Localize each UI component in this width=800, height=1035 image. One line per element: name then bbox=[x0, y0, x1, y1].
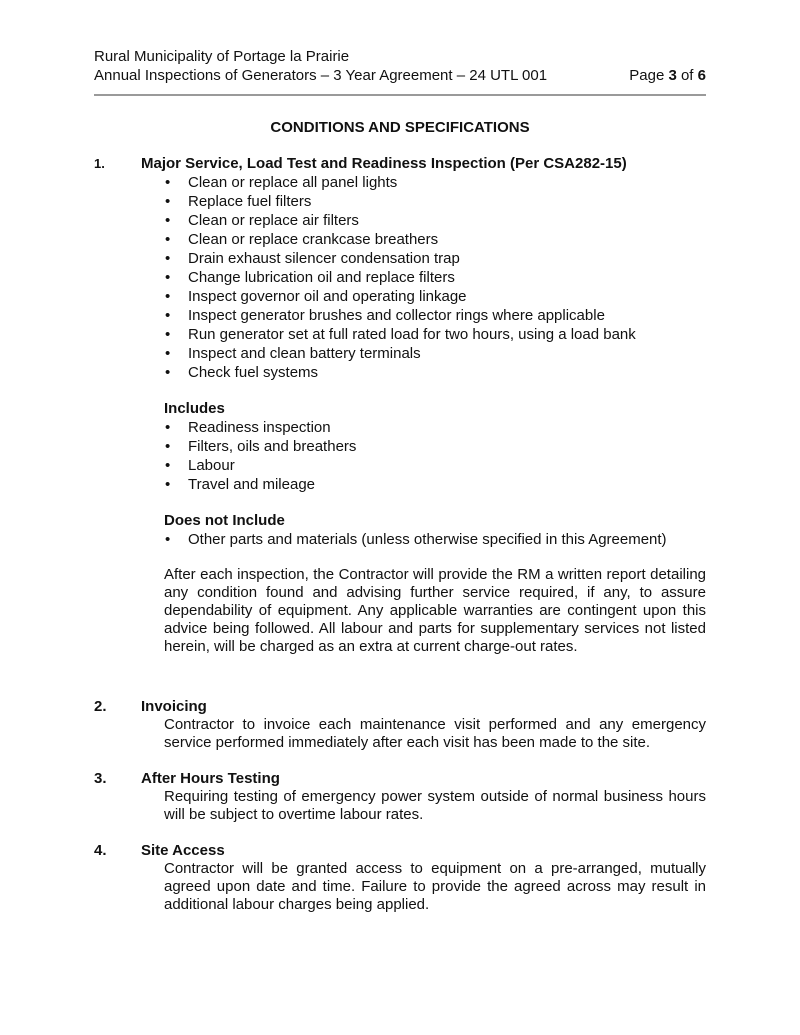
header-doc-title: Annual Inspections of Generators – 3 Year Agreement – 24 UTL 001 bbox=[94, 67, 548, 84]
includes-heading: Includes bbox=[164, 400, 225, 417]
page-indicator bbox=[629, 66, 706, 85]
service-list bbox=[164, 173, 706, 382]
section-body: Contractor will be granted access to equipment on a pre-arranged, mutually agreed upon date and time. Failure to provide the agreed across may result in additional labour charges being applied. bbox=[164, 860, 706, 913]
page-prefix: Page bbox=[629, 67, 669, 84]
section-number: 4. bbox=[94, 842, 107, 859]
section-heading: Invoicing bbox=[141, 698, 207, 715]
page-header bbox=[94, 47, 706, 85]
list-item: • Inspect generator brushes and collector rings where applicable bbox=[164, 306, 706, 325]
includes-list bbox=[164, 418, 706, 494]
section-body bbox=[164, 173, 706, 656]
section-heading: Major Service, Load Test and Readiness Inspection (Per CSA282-15) bbox=[141, 155, 627, 172]
list-item: • Filters, oils and breathers bbox=[164, 437, 706, 456]
list-item: • Check fuel systems bbox=[164, 363, 706, 382]
excludes-list bbox=[164, 530, 706, 549]
list-item: • Clean or replace all panel lights bbox=[164, 173, 706, 192]
page-current: 3 bbox=[668, 67, 677, 84]
list-item: • Inspect governor oil and operating linkage bbox=[164, 287, 706, 306]
list-item: • Replace fuel filters bbox=[164, 192, 706, 211]
list-item: • Clean or replace crankcase breathers bbox=[164, 230, 706, 249]
section-heading: After Hours Testing bbox=[141, 770, 280, 787]
page-of: of bbox=[676, 67, 698, 84]
list-item: • Other parts and materials (unless otherwise specified in this Agreement) bbox=[164, 530, 706, 549]
section-body: Contractor to invoice each maintenance visit performed and any emergency service performed immediately after each visit has been made to the site. bbox=[164, 716, 706, 751]
list-item: • Inspect and clean battery terminals bbox=[164, 344, 706, 363]
list-item: • Change lubrication oil and replace filters bbox=[164, 268, 706, 287]
list-item: • Run generator set at full rated load for two hours, using a load bank bbox=[164, 325, 706, 344]
inspection-report-paragraph: After each inspection, the Contractor will provide the RM a written report detailing any condition found and advising further service required, if any, to assure dependability of equipment. Any applicable warranties are contingent upon this advice being followed. All labour and parts for supplementary services not listed herein, will be charged as an extra at current charge-out rates. bbox=[164, 566, 706, 655]
page-title: CONDITIONS AND SPECIFICATIONS bbox=[270, 119, 530, 136]
section-heading: Site Access bbox=[141, 842, 225, 859]
list-item: • Readiness inspection bbox=[164, 418, 706, 437]
section-number: 1. bbox=[94, 156, 105, 171]
list-item: • Drain exhaust silencer condensation trap bbox=[164, 249, 706, 268]
section-body: Requiring testing of emergency power system outside of normal business hours will be subject to overtime labour rates. bbox=[164, 788, 706, 823]
excludes-heading: Does not Include bbox=[164, 512, 285, 529]
list-item: • Clean or replace air filters bbox=[164, 211, 706, 230]
header-row bbox=[94, 66, 706, 85]
list-item: • Labour bbox=[164, 456, 706, 475]
section-number: 2. bbox=[94, 698, 107, 715]
header-divider bbox=[94, 94, 706, 96]
page-total: 6 bbox=[697, 67, 706, 84]
list-item: • Travel and mileage bbox=[164, 475, 706, 494]
section-number: 3. bbox=[94, 770, 107, 787]
header-org: Rural Municipality of Portage la Prairie bbox=[94, 48, 350, 65]
